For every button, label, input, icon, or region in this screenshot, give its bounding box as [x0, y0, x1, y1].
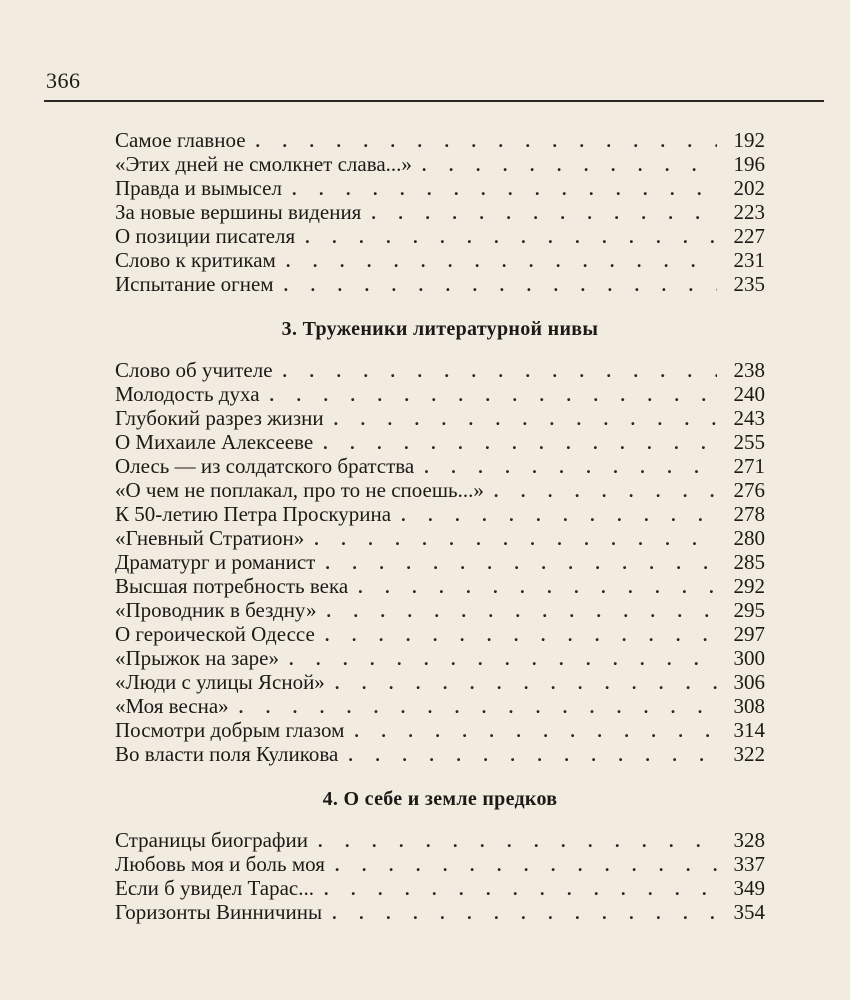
toc-entry-title: «О чем не поплакал, про то не споешь...»: [115, 478, 484, 502]
toc-entry-title: Глубокий разрез жизни: [115, 406, 324, 430]
dot-leader: [312, 829, 717, 853]
toc-entry-title: Высшая потребность века: [115, 574, 349, 598]
dot-leader: [326, 901, 717, 925]
dot-leader: [319, 551, 717, 575]
dot-leader: [418, 455, 717, 479]
dot-leader: [299, 225, 717, 249]
dot-leader: [352, 575, 717, 599]
toc-entry-page: 354: [733, 900, 765, 924]
toc-entry-title: Любовь моя и боль моя: [115, 852, 325, 876]
dot-leader: [318, 877, 717, 901]
toc-entry-title: «Гневный Стратион»: [115, 526, 305, 550]
dot-leader: [233, 695, 717, 719]
toc-entry-page: 278: [733, 502, 765, 526]
toc-entry-page: 322: [733, 742, 765, 766]
toc-entry-page: 300: [733, 646, 765, 670]
toc-entry: [115, 248, 765, 272]
toc-entry-page: 328: [733, 828, 765, 852]
toc-entry: [115, 900, 765, 924]
toc-entry-page: 223: [733, 200, 765, 224]
toc-entry: [115, 646, 765, 670]
toc-entry-page: 314: [733, 718, 765, 742]
toc-entry-title: К 50-летию Петра Проскурина: [115, 502, 392, 526]
toc-entry-page: 297: [733, 622, 765, 646]
dot-leader: [308, 527, 717, 551]
toc-entry: [115, 742, 765, 766]
dot-leader: [348, 719, 717, 743]
toc-entry-page: 308: [733, 694, 765, 718]
dot-leader: [250, 129, 717, 153]
dot-leader: [329, 671, 717, 695]
toc-entry: [115, 382, 765, 406]
toc-entry: [115, 128, 765, 152]
toc-entry-page: 243: [733, 406, 765, 430]
dot-leader: [416, 153, 717, 177]
toc-entry: [115, 152, 765, 176]
toc-entry: [115, 272, 765, 296]
section-heading: 4. О себе и земле предков: [322, 788, 558, 810]
toc-entry-page: 337: [733, 852, 765, 876]
dot-leader: [329, 853, 717, 877]
toc-entry-title: О позиции писателя: [115, 224, 296, 248]
toc-entry-title: Если б увидел Тарас...: [115, 876, 314, 900]
toc-entry-title: «Люди с улицы Ясной»: [115, 670, 325, 694]
dot-leader: [488, 479, 717, 503]
dot-leader: [342, 743, 717, 767]
toc-entry-title: Страницы биографии: [115, 828, 308, 852]
toc-entry-title: Во власти поля Куликова: [115, 742, 339, 766]
toc-entry-page: 235: [733, 272, 765, 296]
toc-entry-page: 192: [733, 128, 765, 152]
toc-entry: [115, 670, 765, 694]
toc-entry: [115, 358, 765, 382]
toc-entry-page: 196: [733, 152, 765, 176]
toc-entry: [115, 406, 765, 430]
toc-entry-title: Молодость духа: [115, 382, 260, 406]
section-heading: 3. Труженики литературной нивы: [281, 318, 599, 340]
toc-entry-title: За новые вершины видения: [115, 200, 362, 224]
toc-entry-title: «Проводник в бездну»: [115, 598, 317, 622]
toc-entry: [115, 598, 765, 622]
toc-entry: [115, 828, 765, 852]
toc-entry-page: 231: [733, 248, 765, 272]
toc-entry-title: Слово к критикам: [115, 248, 276, 272]
toc-entry-page: 227: [733, 224, 765, 248]
toc-entry-page: 276: [733, 478, 765, 502]
toc-entry-page: 349: [733, 876, 765, 900]
toc-entry-page: 255: [733, 430, 765, 454]
toc-entry: [115, 430, 765, 454]
dot-leader: [277, 359, 717, 383]
header-rule: [44, 100, 824, 102]
toc-entry: [115, 550, 765, 574]
dot-leader: [283, 647, 717, 671]
toc-entry: [115, 176, 765, 200]
toc-entry: [115, 876, 765, 900]
toc-entry: [115, 622, 765, 646]
dot-leader: [286, 177, 717, 201]
toc-entry-page: 295: [733, 598, 765, 622]
toc-entry-page: 285: [733, 550, 765, 574]
toc-entry-title: О героической Одессе: [115, 622, 315, 646]
toc-entry: [115, 574, 765, 598]
toc-entry: [115, 694, 765, 718]
toc-entry-page: 280: [733, 526, 765, 550]
toc-entry-title: О Михаиле Алексееве: [115, 430, 314, 454]
toc-entry-title: «Этих дней не смолкнет слава...»: [115, 152, 412, 176]
dot-leader: [365, 201, 717, 225]
toc-entry-title: «Моя весна»: [115, 694, 229, 718]
dot-leader: [280, 249, 717, 273]
dot-leader: [320, 599, 717, 623]
toc-entry: [115, 224, 765, 248]
table-of-contents: [115, 128, 765, 924]
toc-section-3: [115, 358, 765, 766]
dot-leader: [278, 273, 717, 297]
toc-entry-title: Слово об учителе: [115, 358, 273, 382]
toc-section-4: [115, 828, 765, 924]
toc-section-continued: [115, 128, 765, 296]
toc-entry-page: 202: [733, 176, 765, 200]
toc-entry: [115, 454, 765, 478]
dot-leader: [317, 431, 717, 455]
toc-entry-page: 240: [733, 382, 765, 406]
toc-entry-title: Горизонты Винничины: [115, 900, 323, 924]
toc-entry-title: Посмотри добрым глазом: [115, 718, 345, 742]
toc-entry: [115, 502, 765, 526]
dot-leader: [328, 407, 717, 431]
toc-entry: [115, 852, 765, 876]
toc-entry-page: 306: [733, 670, 765, 694]
page-number: 366: [46, 68, 81, 93]
toc-entry: [115, 200, 765, 224]
toc-entry: [115, 478, 765, 502]
dot-leader: [319, 623, 717, 647]
toc-entry-title: Олесь — из солдатского братства: [115, 454, 415, 478]
toc-entry: [115, 526, 765, 550]
toc-entry: [115, 718, 765, 742]
dot-leader: [264, 383, 717, 407]
toc-entry-page: 271: [733, 454, 765, 478]
toc-entry-page: 292: [733, 574, 765, 598]
toc-entry-title: Самое главное: [115, 128, 246, 152]
dot-leader: [395, 503, 717, 527]
toc-entry-title: Правда и вымысел: [115, 176, 282, 200]
toc-entry-title: Испытание огнем: [115, 272, 274, 296]
toc-entry-title: «Прыжок на заре»: [115, 646, 279, 670]
toc-entry-page: 238: [733, 358, 765, 382]
toc-entry-title: Драматург и романист: [115, 550, 316, 574]
